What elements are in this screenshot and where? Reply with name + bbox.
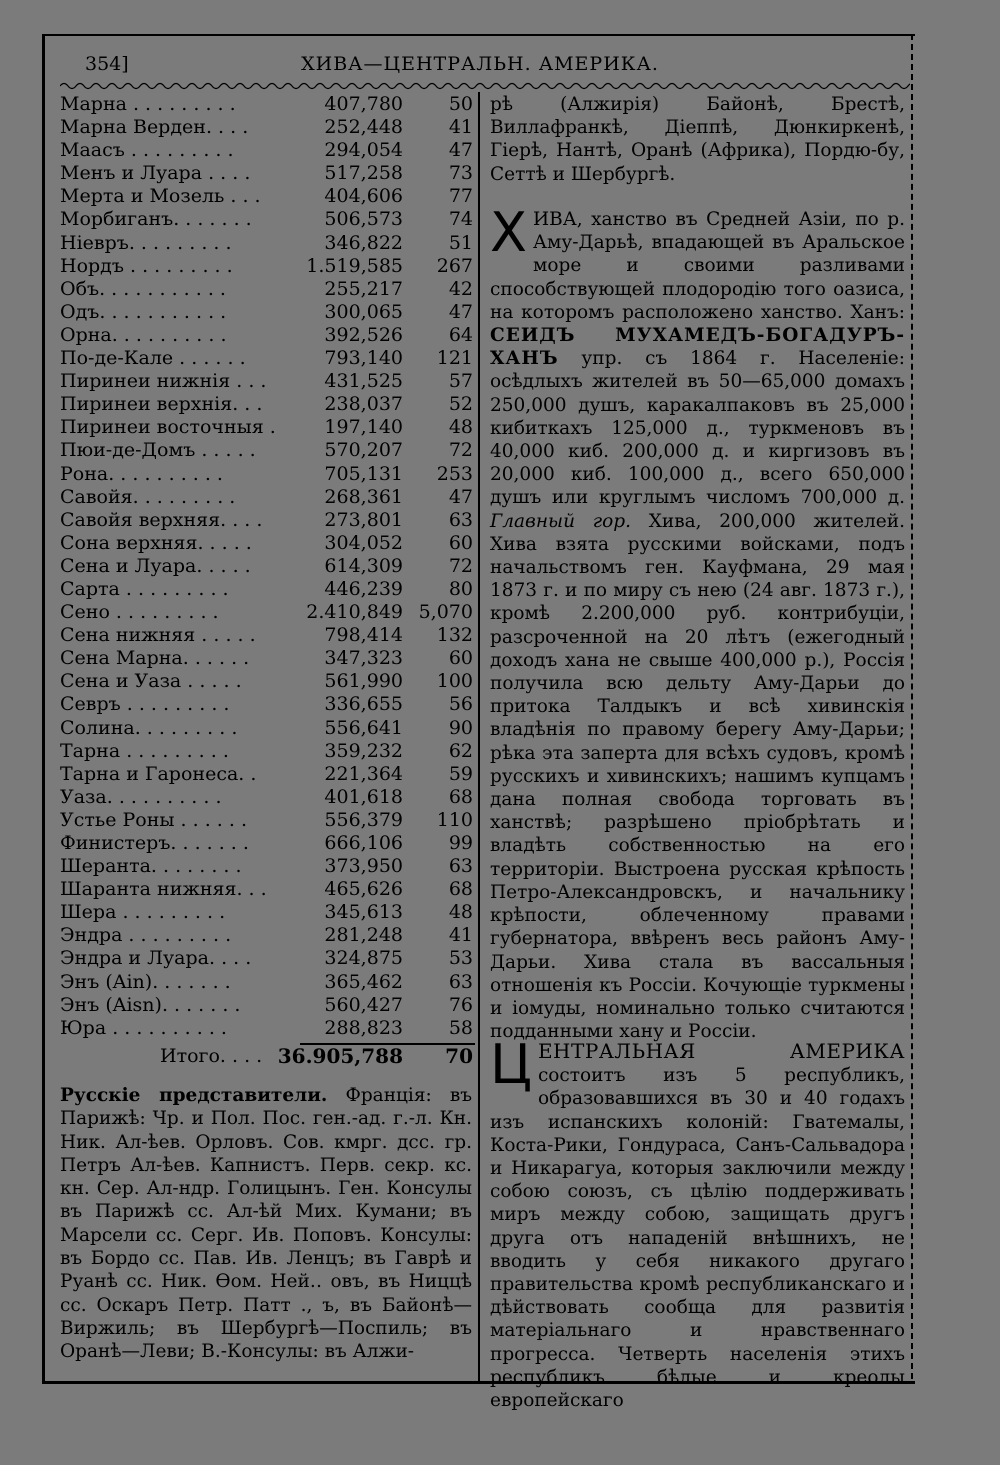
department-population: 365,462 xyxy=(324,970,403,993)
department-population: 401,618 xyxy=(324,785,403,808)
department-population: 2.410,849 xyxy=(306,601,403,624)
table-row xyxy=(60,324,475,347)
department-name: Савойя верхняя. . . . xyxy=(60,508,263,531)
department-number: 47 xyxy=(448,300,473,323)
department-population: 798,414 xyxy=(324,624,403,647)
table-row xyxy=(60,509,475,532)
department-name: Сена и Луара. . . . . xyxy=(60,554,251,577)
department-number: 99 xyxy=(448,832,473,854)
department-population: 347,323 xyxy=(324,647,403,670)
table-row xyxy=(60,832,475,855)
table-row xyxy=(60,555,475,578)
table-row xyxy=(60,647,475,670)
department-number: 110 xyxy=(436,808,473,831)
department-number: 253 xyxy=(436,462,473,485)
department-number: 5,070 xyxy=(418,601,473,624)
department-population: 294,054 xyxy=(324,139,403,162)
table-row xyxy=(60,786,475,809)
page-number: 354] xyxy=(85,53,129,75)
department-name: Пиринеи верхнія. . . xyxy=(60,393,263,416)
department-number: 51 xyxy=(448,231,473,254)
department-population: 556,641 xyxy=(324,716,403,739)
department-number: 68 xyxy=(448,785,473,808)
table-row xyxy=(60,486,475,509)
table-row xyxy=(60,278,475,301)
department-name: Тарна . . . . . . . . . xyxy=(60,739,229,762)
department-population: 304,052 xyxy=(324,531,403,554)
department-population: 570,207 xyxy=(324,439,403,462)
table-row xyxy=(60,463,475,486)
department-number: 80 xyxy=(448,577,473,600)
department-number: 60 xyxy=(448,647,473,670)
department-number: 64 xyxy=(448,323,473,346)
department-name: Мерта и Мозель . . . xyxy=(60,185,261,208)
central-america-text: состоитъ изъ 5 республикъ, образовавшихся въ 30 и 40 годахъ изъ испанскихъ колоній: Гватемалы, Коста-Рики, Гондураса, Санъ-Сальвадора и Никарагуа, которыя заключили между собою союзъ, съ цѣлію поддерживать миръ между собою, защищать другъ друга отъ нападеній внѣшнихъ, не вводить у себя никакого другаго правительства кромѣ республиканскаго и дѣйствовать сообща для развитія матеріальнаго и нравственнаго прогресса. Четверть населенія этихъ республикъ бѣлые и креолы европейскаго xyxy=(490,1065,905,1412)
central-america-title: ЕНТРАЛЬНАЯ АМЕРИКА xyxy=(537,1039,905,1063)
russian-reps-text: Франція: въ Парижѣ: Чр. и Пол. Пос. ген.-ад. г.-л. Кн. Ник. Ал-ѣев. Орловъ. Сов. кмрг. дсс. гр. Петръ Ал-ѣев. Капнистъ. Перв. секр. кс. кн. Сер. Ал-ндр. Голицынъ. Ген. Консулы въ Парижѣ сс. Ал-ѣй Мих. Кумани; въ Марсели сс. Серг. Ив. Поповъ. Консулы: въ Бордо сс. Пав. Ив. Ленцъ; въ Гаврѣ и Руанѣ сс. Ник. Ѳом. Ней‥ овъ, въ Ниццѣ сс. Оскаръ Петр. Патт ., ъ, въ Байонѣ—Виржиль; въ Шербургѣ—Поспиль; въ Оранѣ—Леви; В.-Консулы: въ Алжи- xyxy=(60,1085,472,1363)
department-population: 281,248 xyxy=(324,924,403,947)
department-population: 614,309 xyxy=(324,554,403,577)
khiva-text-3: Хива, 200,000 жителей. Хива взята русскими войсками, подъ начальствомъ ген. Кауфмана, 29 мая 1873 г. и по миру съ нею (24 авг. 1873 г.), кромѣ 2.200,000 руб. контрибуціи, разсроченной на 20 лѣтъ (ежегодный доходъ хана не свыше 400,000 р.), Россія получила всю дельту Аму-Дарьи до притока Талдыкъ и всѣ хивинскія владѣнія по правому берегу Аму-Дарьи; рѣка эта заперта для всѣхъ судовъ, кромѣ русскихъ и хивинскихъ; нашимъ купцамъ дана полная свобода торговать въ ханствѣ; разрѣшено пріобрѣтать и владѣть собственностью на его территоріи. Выстроена русская крѣпость Петро-Александровскъ, и начальнику крѣпости, облеченному правами губернатора, ввѣренъ весь районъ Аму-Дарьи. Хива стала въ вассальныя отношенія къ Россіи. Кочующіе туркмены и іомуды, номинально только считаются подданными хану и Россіи. xyxy=(490,510,905,1043)
department-name: Сарта . . . . . . . . . xyxy=(60,577,229,600)
department-name: Нордъ . . . . . . . . . xyxy=(60,254,233,277)
department-name: Одъ. . . . . . . . . . . xyxy=(60,300,227,323)
table-row xyxy=(60,347,475,370)
department-number: 121 xyxy=(436,347,473,370)
department-population: 392,526 xyxy=(324,323,403,346)
department-number: 60 xyxy=(448,531,473,554)
department-population: 346,822 xyxy=(324,231,403,254)
department-population: 268,361 xyxy=(324,485,403,508)
department-number: 48 xyxy=(448,416,473,439)
department-number: 47 xyxy=(448,485,473,508)
department-population: 324,875 xyxy=(324,947,403,970)
department-population: 431,525 xyxy=(324,370,403,393)
department-number: 132 xyxy=(436,624,473,647)
table-row xyxy=(60,416,475,439)
department-number: 74 xyxy=(448,208,473,231)
department-name: Севръ . . . . . . . . . xyxy=(60,693,230,716)
department-name: Савойя. . . . . . . . . xyxy=(60,485,236,508)
department-number: 41 xyxy=(448,116,473,139)
table-row xyxy=(60,624,475,647)
department-population: 273,801 xyxy=(324,508,403,531)
department-population: 793,140 xyxy=(324,347,403,370)
department-number: 100 xyxy=(436,670,473,693)
page-title: ХИВА—ЦЕНТРАЛЬН. АМЕРИКА. xyxy=(301,53,659,75)
table-row xyxy=(60,1017,475,1040)
table-row xyxy=(60,578,475,601)
department-name: Шера . . . . . . . . . xyxy=(60,901,226,924)
department-number: 42 xyxy=(448,277,473,300)
continuation-text: рѣ (Алжирія) Байонѣ, Брестѣ, Виллафранкѣ, Діеппѣ, Дюнкиркенѣ, Гіерѣ, Нантѣ, Оранѣ (Африка), Пордю-бу, Сеттѣ и Шербургѣ. xyxy=(490,94,905,185)
department-number: 77 xyxy=(448,185,473,208)
department-name: Пиринеи восточныя . xyxy=(60,416,276,439)
khiva-text-2: упр. съ 1864 г. Населеніе: осѣдлыхъ жителей въ 50—65,000 домахъ 250,000 душъ, каракалпаковъ въ 25,000 кибиткахъ 125,000 д., туркменовъ въ 40,000 киб. 200,000 д. и киргизовъ въ 20,000 киб. 100,000 д., всего 650,000 душъ или круглымъ числомъ 700,000 д. xyxy=(490,348,905,509)
department-name: Сено . . . . . . . . . xyxy=(60,601,219,624)
department-population: 556,379 xyxy=(324,808,403,831)
department-name: Орна. . . . . . . . . . xyxy=(60,323,227,346)
department-population: 407,780 xyxy=(324,93,403,115)
department-number: 56 xyxy=(448,693,473,716)
table-row xyxy=(60,901,475,924)
department-name: Сона верхняя. . . . . xyxy=(60,531,252,554)
department-name: Солина. . . . . . . . . xyxy=(60,716,238,739)
department-number: 52 xyxy=(448,393,473,416)
table-row xyxy=(60,93,475,116)
department-number: 90 xyxy=(448,716,473,739)
table-row xyxy=(60,208,475,231)
table-row xyxy=(60,139,475,162)
department-population: 506,573 xyxy=(324,208,403,231)
khan-name: СЕИДЪ МУХАМЕДЪ-БОГАДУРЪ-ХАНЪ xyxy=(490,325,905,370)
department-population: 446,239 xyxy=(324,577,403,600)
department-population: 255,217 xyxy=(324,277,403,300)
russian-reps-heading: Русскіе представители. xyxy=(60,1085,328,1106)
department-population: 197,140 xyxy=(324,416,403,439)
department-number: 53 xyxy=(448,947,473,970)
table-row xyxy=(60,717,475,740)
department-number: 50 xyxy=(448,93,473,115)
department-number: 41 xyxy=(448,924,473,947)
department-name: Эндра . . . . . . . . . xyxy=(60,924,232,947)
khiva-article xyxy=(490,201,905,1043)
table-row xyxy=(60,693,475,716)
department-name: Пиринеи нижнія . . . xyxy=(60,370,267,393)
total-number: 70 xyxy=(445,1044,473,1068)
table-row xyxy=(60,185,475,208)
table-row xyxy=(60,393,475,416)
department-name: Сена и Уаза . . . . . xyxy=(60,670,242,693)
department-number: 63 xyxy=(448,855,473,878)
department-name: Устье Роны . . . . . . xyxy=(60,808,247,831)
department-number: 63 xyxy=(448,508,473,531)
department-population: 705,131 xyxy=(324,462,403,485)
page-frame-right-edge xyxy=(911,34,913,1379)
department-number: 73 xyxy=(448,162,473,185)
department-population: 300,065 xyxy=(324,300,403,323)
department-name: Маасъ . . . . . . . . . xyxy=(60,139,234,162)
department-population: 221,364 xyxy=(324,762,403,785)
total-label: Итого. . . . xyxy=(160,1045,263,1067)
department-population: 345,613 xyxy=(324,901,403,924)
table-row xyxy=(60,809,475,832)
table-row xyxy=(60,924,475,947)
table-row xyxy=(60,255,475,278)
continuation-paragraph xyxy=(490,93,905,186)
table-row xyxy=(60,532,475,555)
total-row xyxy=(60,1044,475,1068)
department-population: 252,448 xyxy=(324,116,403,139)
central-america-article xyxy=(490,1033,905,1412)
table-row xyxy=(60,116,475,139)
department-name: Сена нижняя . . . . . xyxy=(60,624,256,647)
column-separator xyxy=(478,92,480,1382)
table-row xyxy=(60,740,475,763)
table-row xyxy=(60,971,475,994)
table-row xyxy=(60,162,475,185)
table-row xyxy=(60,763,475,786)
capital-label: Главный гор. xyxy=(490,510,631,532)
table-row xyxy=(60,439,475,462)
khiva-dropcap: Х xyxy=(490,201,527,264)
table-row xyxy=(60,947,475,970)
department-number: 63 xyxy=(448,970,473,993)
header-wavy-rule xyxy=(60,80,910,92)
department-name: По-де-Кале . . . . . . xyxy=(60,347,246,370)
department-population: 517,258 xyxy=(324,162,403,185)
table-row xyxy=(60,601,475,624)
department-population: 666,106 xyxy=(324,832,403,854)
department-name: Марна Верден. . . . xyxy=(60,116,249,139)
department-table xyxy=(60,93,475,1040)
department-number: 47 xyxy=(448,139,473,162)
department-population: 336,655 xyxy=(324,693,403,716)
department-population: 288,823 xyxy=(324,1016,403,1039)
department-population: 561,990 xyxy=(324,670,403,693)
khiva-text-1: ИВА, ханство въ Средней Азіи, по р. Аму-Дарьѣ, впадающей въ Аральское море и своими разливами способствующей плодородію того оазиса, на которомъ расположено ханство. Ханъ: xyxy=(490,209,905,323)
department-population: 238,037 xyxy=(324,393,403,416)
department-population: 404,606 xyxy=(324,185,403,208)
department-name: Пюи-де-Домъ . . . . . xyxy=(60,439,256,462)
department-name: Рона. . . . . . . . . . xyxy=(60,462,223,485)
department-number: 48 xyxy=(448,901,473,924)
department-name: Юра . . . . . . . . . . xyxy=(60,1016,227,1039)
table-row xyxy=(60,855,475,878)
department-name: Шеранта. . . . . . . . xyxy=(60,855,242,878)
page-header xyxy=(55,45,905,81)
department-name: Эндра и Луара. . . . xyxy=(60,947,252,970)
department-population: 560,427 xyxy=(324,993,403,1016)
total-population: 36.905,788 xyxy=(277,1044,403,1068)
department-name: Морбиганъ. . . . . . . xyxy=(60,208,252,231)
department-number: 57 xyxy=(448,370,473,393)
department-population: 1.519,585 xyxy=(306,254,403,277)
russian-representatives xyxy=(60,1084,472,1364)
department-name: Энъ (Aisn). . . . . . . xyxy=(60,993,241,1016)
central-america-dropcap: Ц xyxy=(490,1033,532,1096)
department-name: Энъ (Ain). . . . . . . xyxy=(60,970,231,993)
department-name: Менъ и Луара . . . . xyxy=(60,162,251,185)
table-row xyxy=(60,878,475,901)
department-name: Тарна и Гаронеса. . xyxy=(60,762,257,785)
table-row xyxy=(60,670,475,693)
department-name: Финистеръ. . . . . . . xyxy=(60,832,249,854)
department-name: Уаза. . . . . . . . . . xyxy=(60,785,222,808)
department-number: 72 xyxy=(448,554,473,577)
department-population: 465,626 xyxy=(324,878,403,901)
department-population: 359,232 xyxy=(324,739,403,762)
table-row xyxy=(60,994,475,1017)
department-number: 62 xyxy=(448,739,473,762)
department-number: 59 xyxy=(448,762,473,785)
department-population: 373,950 xyxy=(324,855,403,878)
department-name: Ніевръ. . . . . . . . . xyxy=(60,231,232,254)
department-name: Сена Марна. . . . . . xyxy=(60,647,250,670)
department-name: Объ. . . . . . . . . . . xyxy=(60,277,226,300)
department-name: Шаранта нижняя. . . xyxy=(60,878,267,901)
department-number: 76 xyxy=(448,993,473,1016)
table-row xyxy=(60,232,475,255)
department-number: 68 xyxy=(448,878,473,901)
department-number: 267 xyxy=(436,254,473,277)
department-name: Марна . . . . . . . . . xyxy=(60,93,236,115)
department-number: 58 xyxy=(448,1016,473,1039)
table-row xyxy=(60,301,475,324)
table-row xyxy=(60,370,475,393)
department-number: 72 xyxy=(448,439,473,462)
